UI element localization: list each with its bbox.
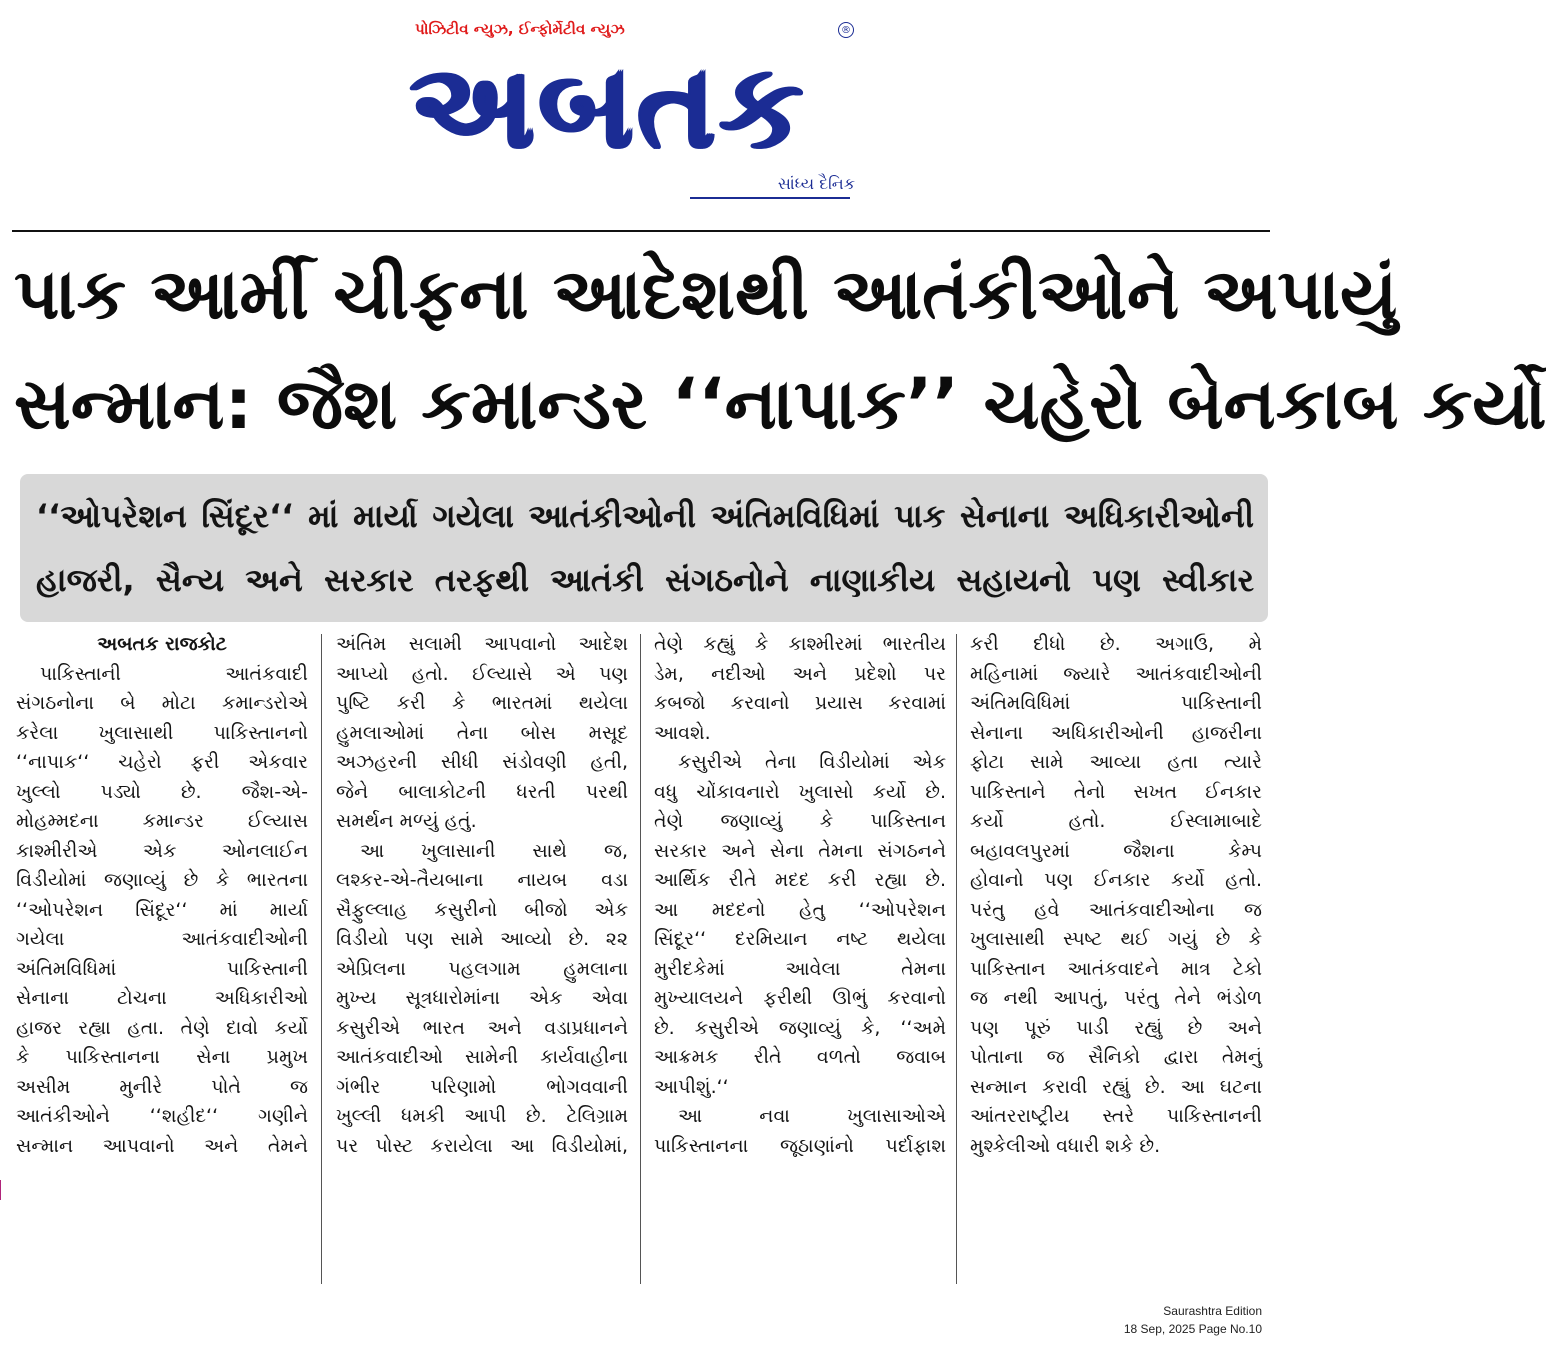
article-line: સમર્થન મળ્યું હતું.: [336, 810, 477, 832]
headline-line-1: પાક આર્મી ચીફના આદેશથી આતંકીઓને અપાયું: [14, 253, 1398, 335]
article-line: બહાવલપુરમાં જૈશના કેમ્પ: [970, 839, 1262, 862]
article-line: કરેલા ખુલાસાથી પાકિસ્તાનનો: [16, 721, 308, 744]
registered-mark: ®: [838, 22, 854, 38]
article-line: ‘‘ઓપરેશન સિંદૂર‘‘ માં માર્યા: [16, 898, 308, 921]
article-line: મુખ્ય સૂત્રધારોમાંના એક એવા: [336, 987, 628, 1009]
article-line: પરંતુ હવે આતંકવાદીઓના જ: [970, 898, 1262, 921]
article-body: [0, 630, 1272, 1290]
article-line: આપીશું.‘‘: [654, 1075, 729, 1098]
article-column-1: [16, 630, 308, 1290]
article-line: અંતિમવિધિમાં પાકિસ્તાની: [970, 692, 1262, 714]
article-line: છે. કસુરીએ જણાવ્યું કે, ‘‘અમે: [654, 1016, 946, 1039]
article-line: ફોટા સામે આવ્યા હતા ત્યારે: [970, 751, 1262, 773]
article-line: ખુલાસાથી સ્પષ્ટ થઈ ગયું છે કે: [970, 928, 1262, 950]
article-line: અંતિમ સલામી આપવાનો આદેશ: [336, 633, 628, 655]
article-line: અંતિમવિધિમાં પાકિસ્તાની: [16, 957, 308, 980]
article-line: વિડીયોમાં જણાવ્યું છે કે ભારતના: [16, 869, 308, 891]
article-line: સિંદૂર‘‘ દરમિયાન નષ્ટ થયેલા: [654, 928, 946, 950]
article-line: અસીમ મુનીરે પોતે જ: [16, 1075, 308, 1098]
article-line: આ ખુલાસાની સાથે જ,: [360, 839, 628, 862]
article-line: અઝહરની સીધી સંડોવણી હતી,: [336, 751, 628, 773]
article-line: કાશ્મીરીએ એક ઓનલાઈન: [16, 839, 308, 862]
article-line: તેણે કહ્યું કે કાશ્મીરમાં ભારતીય: [654, 633, 946, 655]
article-line: ખુલ્લી ધમકી આપી છે. ટેલિગ્રામ: [336, 1105, 628, 1127]
article-line: આંતરરાષ્ટ્રીય સ્તરે પાકિસ્તાનની: [970, 1105, 1262, 1127]
article-line: લશ્કર-એ-તૈયબાના નાયબ વડા: [336, 869, 628, 891]
article-line: આવશે.: [654, 721, 711, 744]
masthead: [0, 0, 1272, 215]
article-line: વિડીયો પણ સામે આવ્યો છે. ૨૨: [336, 928, 628, 950]
article-line: સન્માન આપવાનો અને તેમને: [16, 1134, 308, 1157]
article-line: ‘‘નાપાક‘‘ ચહેરો ફરી એકવાર: [16, 751, 308, 773]
article-line: ગંભીર પરિણામો ભોગવવાની: [336, 1075, 628, 1098]
article-line: પાકિસ્તાની આતંકવાદી: [40, 662, 308, 685]
date-page-label: 18 Sep, 2025 Page No.10: [1123, 1322, 1262, 1336]
article-line: સેનાના અધિકારીઓની હાજરીના: [970, 721, 1262, 744]
article-line: જ નથી આપતું, પરંતુ તેને ભંડોળ: [970, 987, 1262, 1009]
article-line: મુશ્કેલીઓ વધારી શકે છે.: [970, 1134, 1161, 1157]
article-line: સૈફુલ્લાહ કસુરીનો બીજો એક: [336, 898, 628, 921]
article-line: મુખ્યાલયને ફરીથી ઊભું કરવાનો: [654, 987, 946, 1009]
article-line: મોહમ્મદના કમાન્ડર ઈલ્યાસ: [16, 810, 308, 832]
article-line: આ નવા ખુલાસાઓએ: [678, 1105, 946, 1127]
article-line: આર્થિક રીતે મદદ કરી રહ્યા છે.: [654, 869, 946, 891]
article-line: કસુરીએ તેના વિડીયોમાં એક: [678, 751, 946, 773]
article-line: હુમલાઓમાં તેના બોસ મસૂદ: [336, 721, 628, 744]
article-line: હાજર રહ્યા હતા. તેણે દાવો કર્યો: [16, 1016, 308, 1039]
article-line: પુષ્ટિ કરી કે ભારતમાં થયેલા: [336, 692, 628, 714]
article-line: કરી દીધો છે. અગાઉ, મે: [970, 633, 1262, 655]
article-line: પાકિસ્તાનના જૂઠાણાંનો પર્દાફાશ: [654, 1134, 946, 1157]
byline: અબતક રાજકોટ: [97, 633, 227, 655]
article-line: ડેમ, નદીઓ અને પ્રદેશો પર: [654, 662, 946, 685]
column-divider: [321, 634, 322, 1284]
article-column-3: [654, 630, 946, 1290]
article-line: ગયેલા આતંકવાદીઓની: [16, 928, 308, 950]
article-line: મુરીદકેમાં આવેલા તેમના: [654, 957, 946, 980]
article-line: આક્રમક રીતે વળતો જવાબ: [654, 1046, 946, 1068]
article-line: કબજો કરવાનો પ્રયાસ કરવામાં: [654, 692, 946, 714]
subheadline-line-1: ‘‘ઓપરેશન સિંદૂર‘‘ માં માર્યા ગયેલા આતંકીઓની અંતિમવિધિમાં પાક સેનાના અધિકારીઓની: [36, 497, 1254, 535]
header-divider: [12, 230, 1270, 232]
subheadline-line-2: હાજરી, સૈન્ય અને સરકાર તરફથી આતંકી સંગઠનોને નાણાકીય સહાયનો પણ સ્વીકાર: [36, 561, 1254, 599]
column-divider: [956, 634, 957, 1284]
headline-line-2: સન્માન: જૈશ કમાન્ડર ‘‘નાપાક’’ ચહેરો બેનકાબ કર્યો: [14, 363, 1546, 445]
article-line: એપ્રિલના પહલગામ હુમલાના: [336, 957, 628, 980]
article-line: આતંકીઓને ‘‘શહીદ‘‘ ગણીને: [16, 1105, 308, 1127]
article-line: સન્માન કરાવી રહ્યું છે. આ ઘટના: [970, 1075, 1262, 1098]
column-divider: [640, 634, 641, 1284]
article-line: પાકિસ્તાને તેનો સખત ઈનકાર: [970, 780, 1262, 803]
article-line: હોવાનો પણ ઈનકાર કર્યો હતો.: [970, 869, 1262, 891]
article-line: સેનાના ટોચના અધિકારીઓ: [16, 987, 308, 1009]
subheadline-box: [20, 474, 1268, 622]
masthead-tagline: પોઝિટીવ ન્યુઝ, ઈન્ફોર્મેટીવ ન્યુઝ: [415, 20, 625, 38]
article-line: પાકિસ્તાન આતંકવાદને માત્ર ટેકો: [970, 957, 1262, 980]
article-line: આપ્યો હતો. ઈલ્યાસે એ પણ: [336, 662, 628, 685]
article-line: તેણે જણાવ્યું કે પાકિસ્તાન: [654, 810, 946, 832]
masthead-subtitle: સાંધ્ય દૈનિક: [777, 174, 855, 193]
article-column-2: [336, 630, 628, 1290]
article-line: જેને બાલાકોટની ધરતી પરથી: [336, 780, 628, 803]
article-line: પોતાના જ સૈનિકો દ્વારા તેમનું: [970, 1046, 1262, 1068]
article-column-4: [970, 630, 1262, 1290]
article-line: આતંકવાદીઓ સામેની કાર્યવાહીના: [336, 1046, 628, 1068]
article-line: પર પોસ્ટ કરાયેલા આ વિડીયોમાં,: [336, 1134, 628, 1157]
article-line: કસુરીએ ભારત અને વડાપ્રધાનને: [336, 1016, 628, 1039]
article-line: કર્યો હતો. ઈસ્લામાબાદે: [970, 810, 1262, 832]
article-line: સરકાર અને સેના તેમના સંગઠનને: [654, 839, 946, 862]
article-line: કે પાકિસ્તાનના સેના પ્રમુખ: [16, 1046, 308, 1068]
newspaper-logo: અબતક: [410, 37, 807, 175]
article-line: પણ પૂરું પાડી રહ્યું છે અને: [970, 1016, 1262, 1039]
margin-mark: [0, 1180, 7, 1200]
article-line: આ મદદનો હેતુ ‘‘ઓપરેશન: [654, 898, 946, 921]
article-line: મહિનામાં જ્યારે આતંકવાદીઓની: [970, 662, 1262, 685]
article-line: સંગઠનોના બે મોટા કમાન્ડરોએ: [16, 692, 308, 714]
masthead-subtitle-underline: [690, 197, 850, 199]
article-line: ખુલ્લો પડ્યો છે. જૈશ-એ-: [16, 780, 308, 803]
edition-label: Saurashtra Edition: [1163, 1304, 1262, 1318]
article-line: વધુ ચોંકાવનારો ખુલાસો કર્યો છે.: [654, 780, 946, 803]
